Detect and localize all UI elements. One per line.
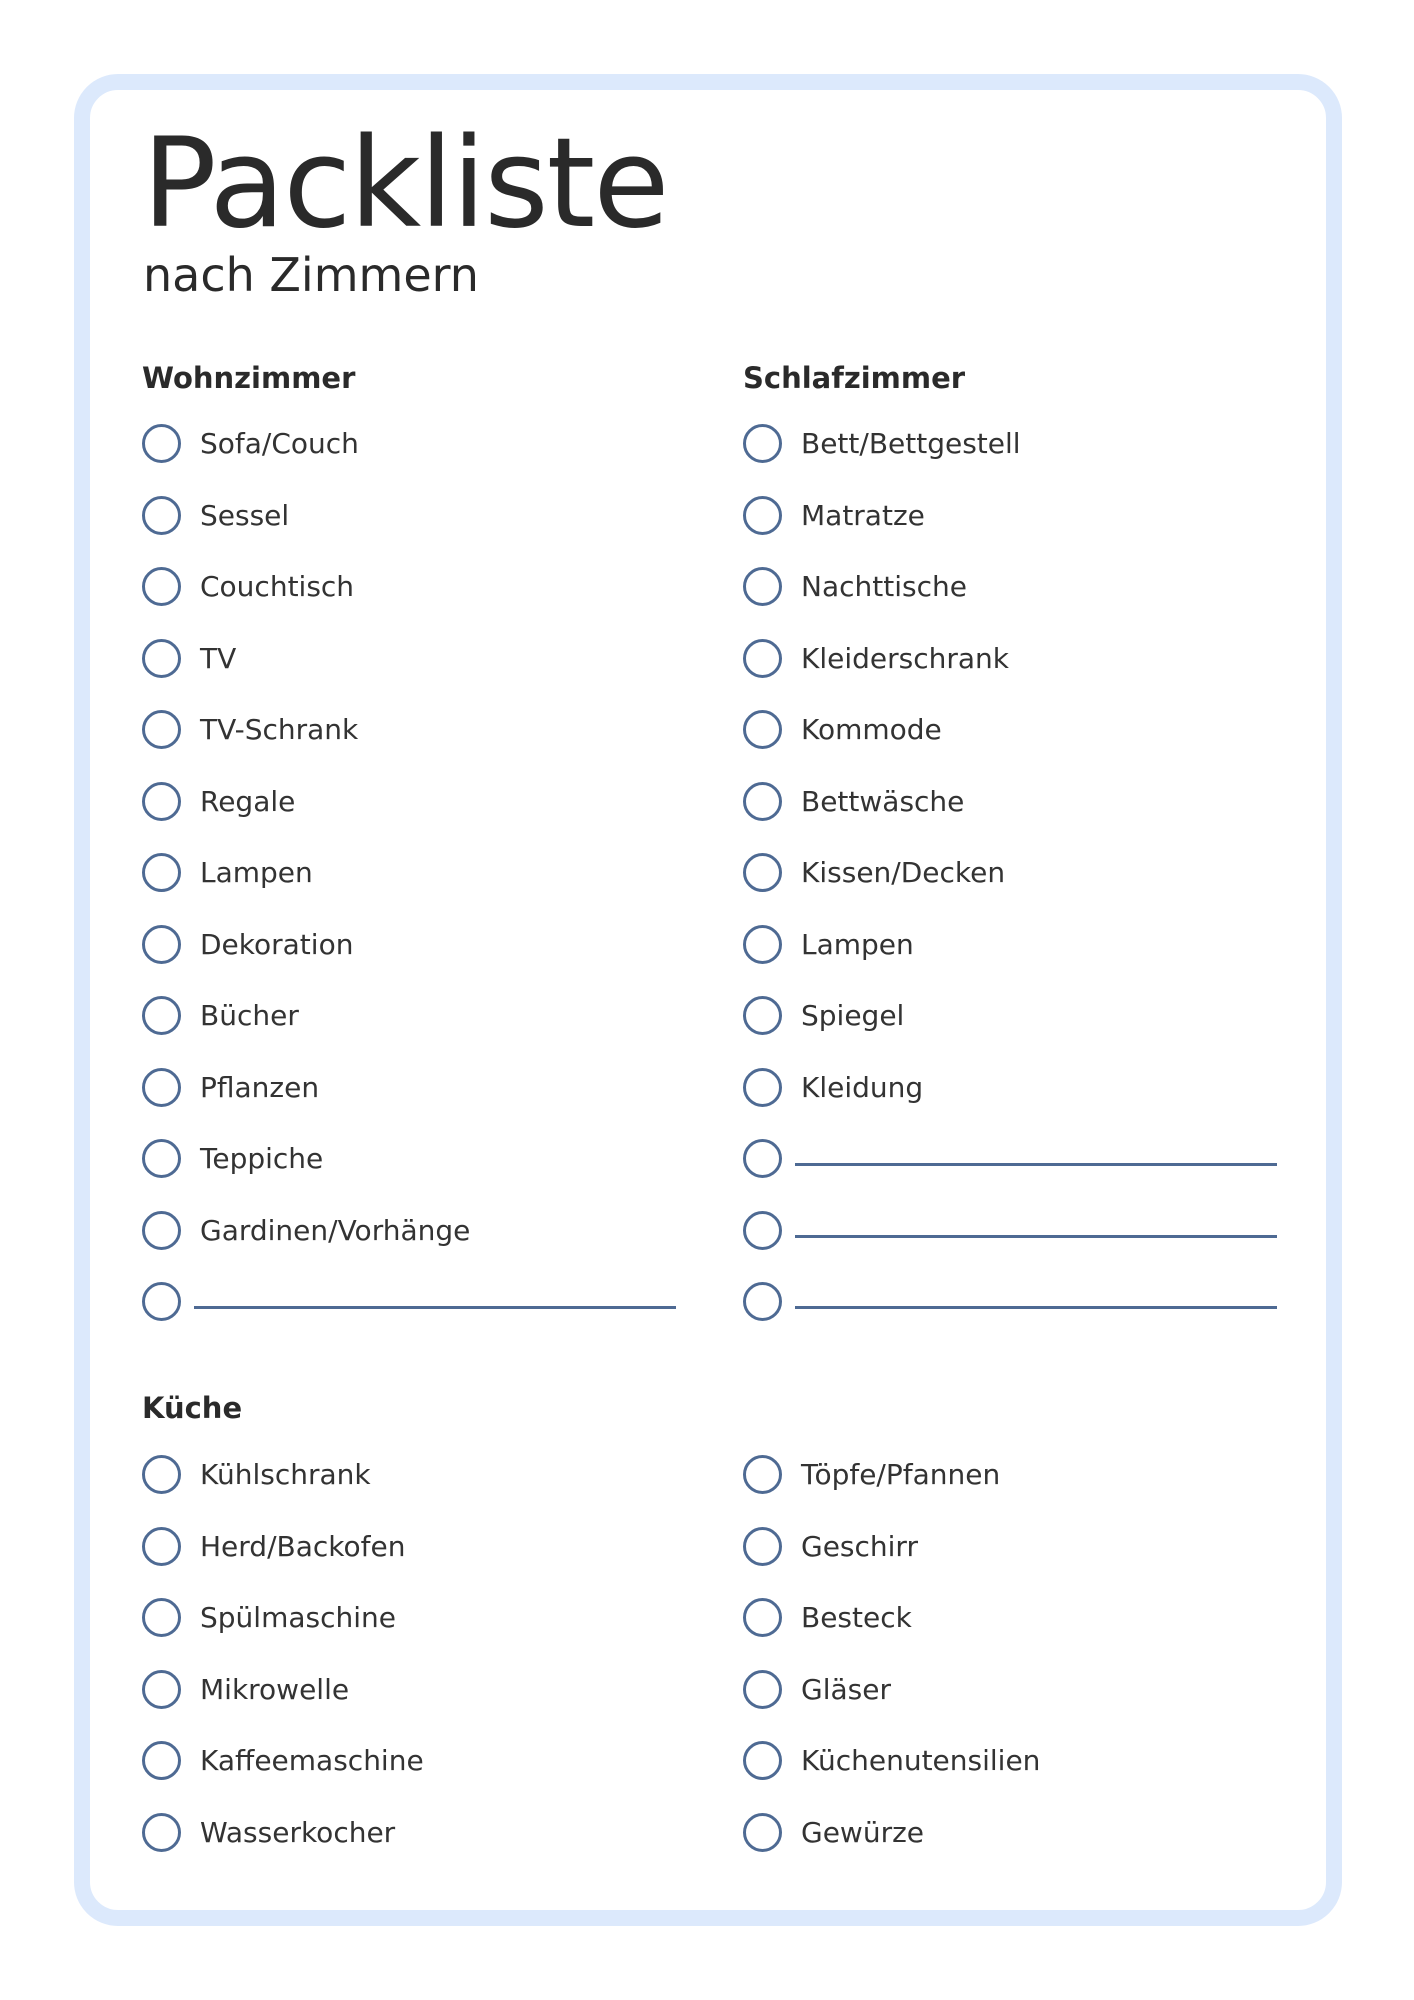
checklist-item (743, 496, 1303, 540)
circle-checkbox-icon[interactable] (142, 996, 181, 1035)
checklist-item (142, 639, 702, 683)
write-in-line[interactable] (795, 1306, 1277, 1309)
checklist-item-label: Lampen (200, 856, 313, 889)
checklist-item-label: Küchenutensilien (801, 1744, 1041, 1777)
checklist-item-label: Spiegel (801, 999, 905, 1032)
checklist-item (743, 782, 1303, 826)
checklist-item-label: Gläser (801, 1672, 891, 1706)
checklist-item (743, 1813, 1303, 1857)
section-heading-wohnzimmer: Wohnzimmer (142, 361, 356, 395)
checklist-item-label: TV (200, 641, 237, 675)
circle-checkbox-icon[interactable] (142, 496, 181, 535)
write-in-line[interactable] (194, 1306, 676, 1309)
circle-checkbox-icon[interactable] (142, 639, 181, 678)
circle-checkbox-icon[interactable] (142, 710, 181, 749)
circle-checkbox-icon[interactable] (743, 1139, 782, 1178)
circle-checkbox-icon[interactable] (142, 1527, 181, 1566)
checklist-item-label: Herd/Backofen (200, 1529, 406, 1563)
checklist-item (142, 782, 702, 826)
circle-checkbox-icon[interactable] (743, 1211, 782, 1250)
circle-checkbox-icon[interactable] (142, 1211, 181, 1250)
circle-checkbox-icon[interactable] (142, 1068, 181, 1107)
checklist-item-label: Kleidung (801, 1070, 924, 1104)
circle-checkbox-icon[interactable] (142, 1598, 181, 1637)
circle-checkbox-icon[interactable] (142, 424, 181, 463)
checklist-item (142, 996, 702, 1040)
page-subtitle: nach Zimmern (143, 248, 479, 302)
checklist-item-label: Bücher (200, 999, 299, 1032)
circle-checkbox-icon[interactable] (743, 496, 782, 535)
write-in-line[interactable] (795, 1235, 1277, 1238)
circle-checkbox-icon[interactable] (743, 710, 782, 749)
checklist-item-label: Dekoration (200, 927, 354, 961)
checklist-item (743, 1741, 1303, 1785)
checklist-item (743, 710, 1303, 754)
circle-checkbox-icon[interactable] (743, 1455, 782, 1494)
checklist-item (142, 1741, 702, 1785)
circle-checkbox-icon[interactable] (743, 1813, 782, 1852)
circle-checkbox-icon[interactable] (743, 853, 782, 892)
page-title: Packliste (142, 112, 668, 256)
circle-checkbox-icon[interactable] (142, 567, 181, 606)
checklist-item-label: Kleiderschrank (801, 641, 1010, 675)
circle-checkbox-icon[interactable] (142, 1741, 181, 1780)
checklist-item (743, 567, 1303, 611)
checklist-item (142, 1068, 702, 1112)
circle-checkbox-icon[interactable] (743, 567, 782, 606)
checklist-item (142, 424, 702, 468)
checklist-item (142, 1455, 702, 1499)
circle-checkbox-icon[interactable] (743, 1068, 782, 1107)
checklist-item (142, 710, 702, 754)
circle-checkbox-icon[interactable] (743, 1527, 782, 1566)
checklist-item-label: Teppiche (200, 1142, 324, 1175)
checklist-item (142, 567, 702, 611)
checklist-item (142, 1139, 702, 1183)
checklist-item-label: Töpfe/Pfannen (801, 1458, 1001, 1491)
checklist-item-label: Bettwäsche (801, 784, 965, 818)
circle-checkbox-icon[interactable] (743, 782, 782, 821)
circle-checkbox-icon[interactable] (743, 1741, 782, 1780)
circle-checkbox-icon[interactable] (743, 1282, 782, 1321)
circle-checkbox-icon[interactable] (142, 782, 181, 821)
write-in-line[interactable] (795, 1163, 1277, 1166)
checklist-item-label: Regale (200, 784, 296, 818)
checklist-item-label: Besteck (801, 1601, 912, 1634)
checklist-item (743, 925, 1303, 969)
checklist-item-label: Bett/Bettgestell (801, 427, 1021, 460)
circle-checkbox-icon[interactable] (142, 1139, 181, 1178)
checklist-item (743, 639, 1303, 683)
section-heading-kueche: Küche (142, 1391, 243, 1425)
checklist-item-label: Geschirr (801, 1529, 918, 1563)
circle-checkbox-icon[interactable] (142, 853, 181, 892)
circle-checkbox-icon[interactable] (142, 1813, 181, 1852)
checklist-item-label: Wasserkocher (200, 1815, 396, 1849)
checklist-item-label: Sofa/Couch (200, 427, 359, 460)
checklist-item-label: Pflanzen (200, 1070, 320, 1104)
checklist-item-label: Gardinen/Vorhänge (200, 1213, 471, 1247)
checklist-item (743, 1670, 1303, 1714)
circle-checkbox-icon[interactable] (142, 1455, 181, 1494)
checklist-item-label: Lampen (801, 927, 914, 961)
checklist-item-blank (743, 1282, 1303, 1326)
checklist-item-label: Spülmaschine (200, 1601, 396, 1634)
checklist-item-label: Kissen/Decken (801, 856, 1006, 889)
checklist-item (743, 1455, 1303, 1499)
checklist-item (142, 1670, 702, 1714)
checklist-item (743, 424, 1303, 468)
checklist-item (142, 1527, 702, 1571)
checklist-item (743, 853, 1303, 897)
checklist-item (142, 1211, 702, 1255)
checklist-item (743, 996, 1303, 1040)
checklist-item-label: TV-Schrank (200, 713, 359, 746)
checklist-item (743, 1068, 1303, 1112)
checklist-item (142, 925, 702, 969)
checklist-item (743, 1598, 1303, 1642)
checklist-item-blank (142, 1282, 702, 1326)
checklist-item-label: Nachttische (801, 570, 967, 603)
circle-checkbox-icon[interactable] (743, 639, 782, 678)
checklist-item (142, 1598, 702, 1642)
checklist-item-label: Kühlschrank (200, 1458, 371, 1491)
checklist-item-label: Kaffeemaschine (200, 1744, 424, 1777)
checklist-item (142, 1813, 702, 1857)
circle-checkbox-icon[interactable] (743, 1598, 782, 1637)
checklist-item-blank (743, 1139, 1303, 1183)
checklist-item (743, 1527, 1303, 1571)
checklist-item-label: Gewürze (801, 1815, 925, 1849)
checklist-item (142, 853, 702, 897)
checklist-item-blank (743, 1211, 1303, 1255)
circle-checkbox-icon[interactable] (142, 1670, 181, 1709)
circle-checkbox-icon[interactable] (743, 925, 782, 964)
checklist-item-label: Matratze (801, 498, 925, 532)
checklist-item-label: Couchtisch (200, 570, 355, 603)
section-heading-schlafzimmer: Schlafzimmer (743, 361, 966, 395)
circle-checkbox-icon[interactable] (142, 1282, 181, 1321)
circle-checkbox-icon[interactable] (142, 925, 181, 964)
circle-checkbox-icon[interactable] (743, 996, 782, 1035)
checklist-item-label: Sessel (200, 498, 290, 532)
circle-checkbox-icon[interactable] (743, 424, 782, 463)
checklist-item (142, 496, 702, 540)
checklist-item-label: Mikrowelle (200, 1672, 350, 1706)
checklist-item-label: Kommode (801, 713, 942, 746)
circle-checkbox-icon[interactable] (743, 1670, 782, 1709)
